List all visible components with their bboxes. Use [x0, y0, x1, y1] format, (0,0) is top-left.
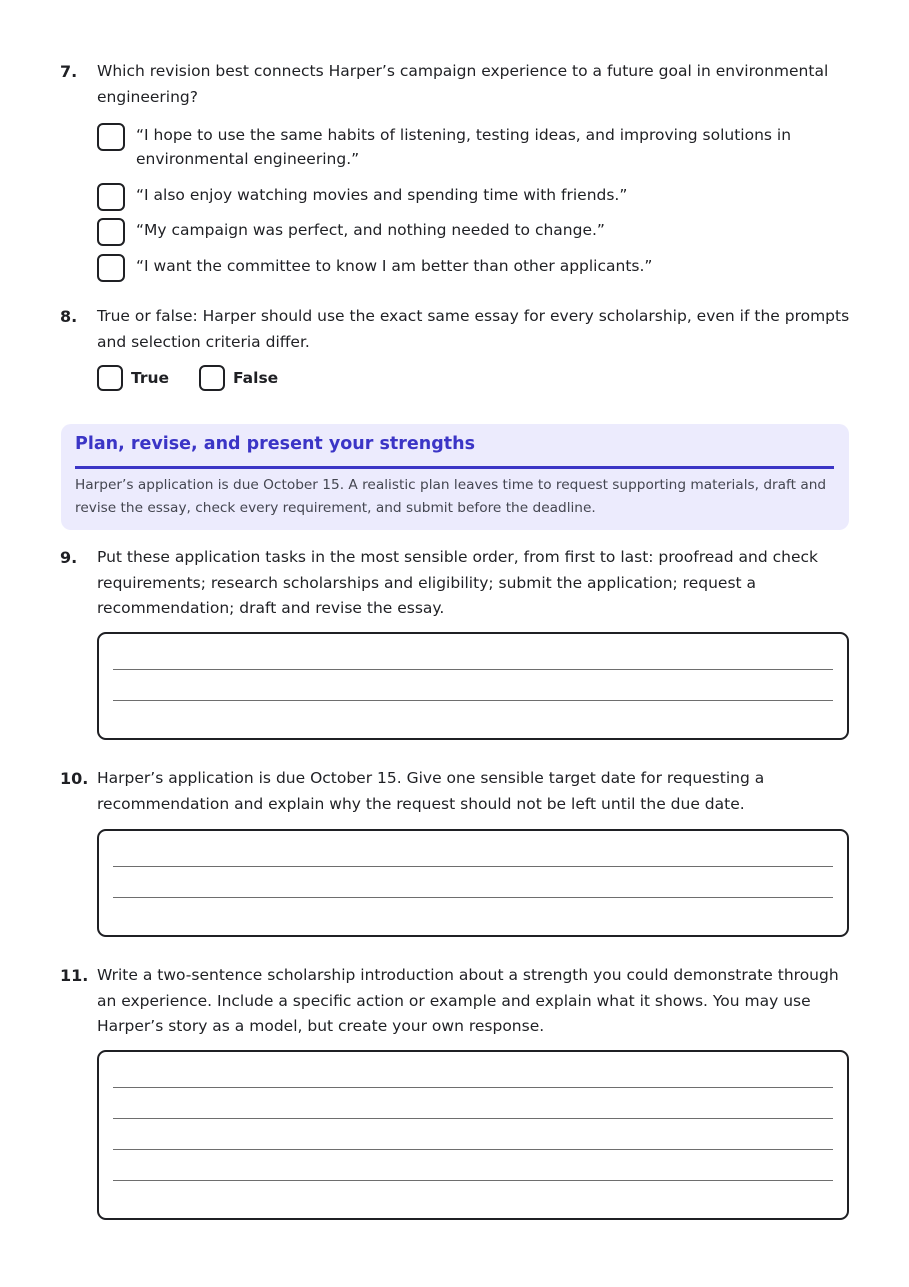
checkbox[interactable] — [97, 123, 125, 151]
q7-option-3[interactable] — [97, 218, 816, 246]
true-label: True — [131, 369, 170, 387]
callout-body: Harper’s application is due October 15. A realistic plan leaves time to request supporting materials, draft and revise the essay, check every requirement, and submit before the deadline. — [75, 477, 827, 516]
q9-answer-box[interactable] — [97, 632, 849, 740]
q11-answer-box[interactable] — [97, 1050, 849, 1220]
checkbox[interactable] — [97, 218, 125, 246]
option-label: “I hope to use the same habits of listening, testing ideas, and improving solutions in environmental engineering.” — [136, 126, 792, 168]
option-label: “I also enjoy watching movies and spending time with friends.” — [136, 186, 628, 204]
question-7 — [60, 59, 850, 110]
callout-title: Plan, revise, and present your strengths — [75, 434, 475, 454]
writing-line — [113, 700, 833, 701]
writing-line — [113, 866, 833, 867]
question-9 — [60, 545, 850, 622]
writing-line — [113, 1087, 833, 1088]
checkbox[interactable] — [97, 254, 125, 282]
question-number: 11. — [60, 966, 89, 985]
true-option[interactable] — [97, 365, 169, 391]
writing-line — [113, 1149, 833, 1150]
question-number: 9. — [60, 548, 78, 567]
q7-option-1[interactable] — [97, 123, 816, 171]
callout-divider — [75, 466, 834, 469]
tip-callout — [61, 424, 849, 530]
question-number: 7. — [60, 62, 78, 81]
question-10 — [60, 766, 850, 817]
false-option[interactable] — [199, 365, 278, 391]
option-label: “I want the committee to know I am better than other applicants.” — [136, 257, 653, 275]
question-text: Write a two-sentence scholarship introduction about a strength you could demonstrate through an experience. Include a specific action or example and explain what it shows. You may use Harper’s story as a model, but create your own response. — [97, 966, 839, 1035]
question-8 — [60, 304, 850, 355]
writing-line — [113, 1180, 833, 1181]
checkbox[interactable] — [199, 365, 225, 391]
question-text: Put these application tasks in the most sensible order, from first to last: proofread and check requirements; research scholarships and eligibility; submit the application; request a recommendation; draft and revise the essay. — [97, 548, 819, 617]
false-label: False — [233, 369, 279, 387]
writing-line — [113, 897, 833, 898]
question-number: 10. — [60, 769, 89, 788]
question-number: 8. — [60, 307, 78, 326]
writing-line — [113, 1118, 833, 1119]
q10-answer-box[interactable] — [97, 829, 849, 937]
q7-option-2[interactable] — [97, 183, 816, 211]
question-text: Harper’s application is due October 15. Give one sensible target date for requesting a recommendation and explain why the request should not be left until the due date. — [97, 769, 765, 813]
question-text: Which revision best connects Harper’s campaign experience to a future goal in environmental engineering? — [97, 62, 829, 106]
question-11 — [60, 963, 850, 1040]
question-text: True or false: Harper should use the exact same essay for every scholarship, even if the prompts and selection criteria differ. — [97, 307, 850, 351]
checkbox[interactable] — [97, 183, 125, 211]
option-label: “My campaign was perfect, and nothing needed to change.” — [136, 221, 605, 239]
q7-option-4[interactable] — [97, 254, 816, 282]
checkbox[interactable] — [97, 365, 123, 391]
writing-line — [113, 669, 833, 670]
